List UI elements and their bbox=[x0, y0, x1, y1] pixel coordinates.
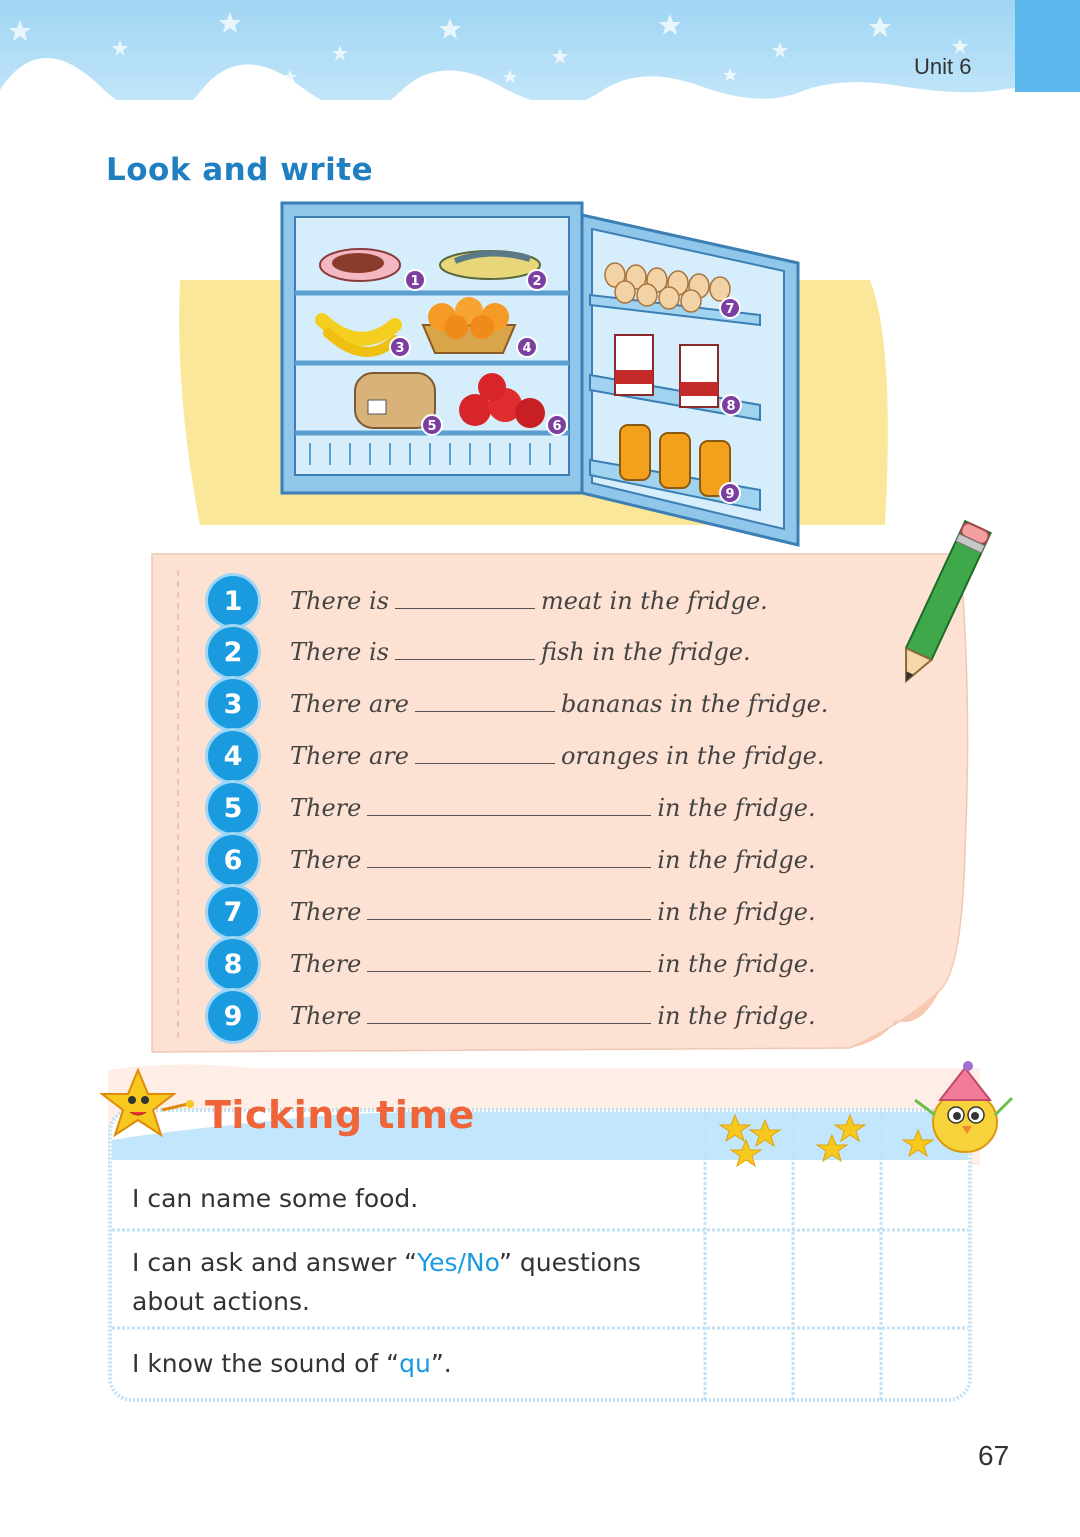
fridge-marker-6 bbox=[547, 415, 567, 435]
fridge-marker-9 bbox=[720, 483, 740, 503]
exercise-sentence: There in the fridge. bbox=[290, 1002, 816, 1030]
exercise-number-badge: 7 bbox=[208, 887, 258, 937]
answer-blank[interactable] bbox=[395, 586, 535, 609]
svg-text:8: 8 bbox=[726, 399, 736, 414]
page-number: 67 bbox=[978, 1440, 1010, 1471]
answer-blank[interactable] bbox=[415, 689, 555, 712]
answer-blank[interactable] bbox=[395, 637, 535, 660]
answer-blank[interactable] bbox=[367, 845, 651, 868]
svg-text:7: 7 bbox=[725, 302, 735, 317]
exercise-number-badge: 5 bbox=[208, 783, 258, 833]
svg-text:9: 9 bbox=[725, 487, 735, 502]
exercise-number-badge: 8 bbox=[208, 939, 258, 989]
answer-blank[interactable] bbox=[367, 793, 651, 816]
fridge-marker-5 bbox=[422, 415, 442, 435]
ticking-row-2: I can ask and answer “Yes/No” questions about actions. bbox=[132, 1248, 641, 1316]
svg-text:2: 2 bbox=[532, 274, 542, 289]
ticking-row-3: I know the sound of “qu”. bbox=[132, 1349, 452, 1378]
exercise-sentence: There in the fridge. bbox=[290, 898, 816, 926]
fridge-marker-3 bbox=[390, 337, 410, 357]
exercise-number-badge: 9 bbox=[208, 991, 258, 1041]
fridge-marker-2 bbox=[527, 270, 547, 290]
svg-text:3: 3 bbox=[395, 341, 405, 356]
svg-text:6: 6 bbox=[552, 419, 562, 434]
fridge-marker-8 bbox=[721, 395, 741, 415]
star-pattern-banner bbox=[0, 0, 1080, 100]
exercise-number-badge: 2 bbox=[208, 627, 258, 677]
answer-blank[interactable] bbox=[367, 949, 651, 972]
exercise-number-badge: 6 bbox=[208, 835, 258, 885]
fridge-marker-7 bbox=[720, 298, 740, 318]
answer-blank[interactable] bbox=[367, 1001, 651, 1024]
exercise-sentence: There are oranges in the fridge. bbox=[290, 742, 825, 770]
exercise-sentence: There is fish in the fridge. bbox=[290, 638, 751, 666]
pencil-icon bbox=[890, 505, 1000, 695]
ticking-row-1: I can name some food. bbox=[132, 1184, 419, 1213]
exercise-number-badge: 1 bbox=[208, 576, 258, 626]
exercise-number-badge: 4 bbox=[208, 731, 258, 781]
exercise-sentence: There in the fridge. bbox=[290, 950, 816, 978]
fridge-marker-4 bbox=[517, 337, 537, 357]
answer-blank[interactable] bbox=[415, 741, 555, 764]
svg-text:1: 1 bbox=[410, 274, 420, 289]
exercise-number-badge: 3 bbox=[208, 679, 258, 729]
exercise-sentence: There are bananas in the fridge. bbox=[290, 690, 829, 718]
exercise-sentence: There in the fridge. bbox=[290, 846, 816, 874]
exercise-sentence: There is meat in the fridge. bbox=[290, 587, 768, 615]
svg-text:4: 4 bbox=[522, 341, 532, 356]
ticking-time-title: Ticking time bbox=[205, 1093, 475, 1137]
top-banner bbox=[0, 0, 1080, 100]
fridge-marker-1 bbox=[405, 270, 425, 290]
unit-label: Unit 6 bbox=[914, 54, 972, 79]
answer-blank[interactable] bbox=[367, 897, 651, 920]
svg-text:5: 5 bbox=[427, 419, 437, 434]
exercise-sentence: There in the fridge. bbox=[290, 794, 816, 822]
fridge-illustration bbox=[170, 195, 900, 555]
section-title: Look and write bbox=[106, 152, 374, 188]
